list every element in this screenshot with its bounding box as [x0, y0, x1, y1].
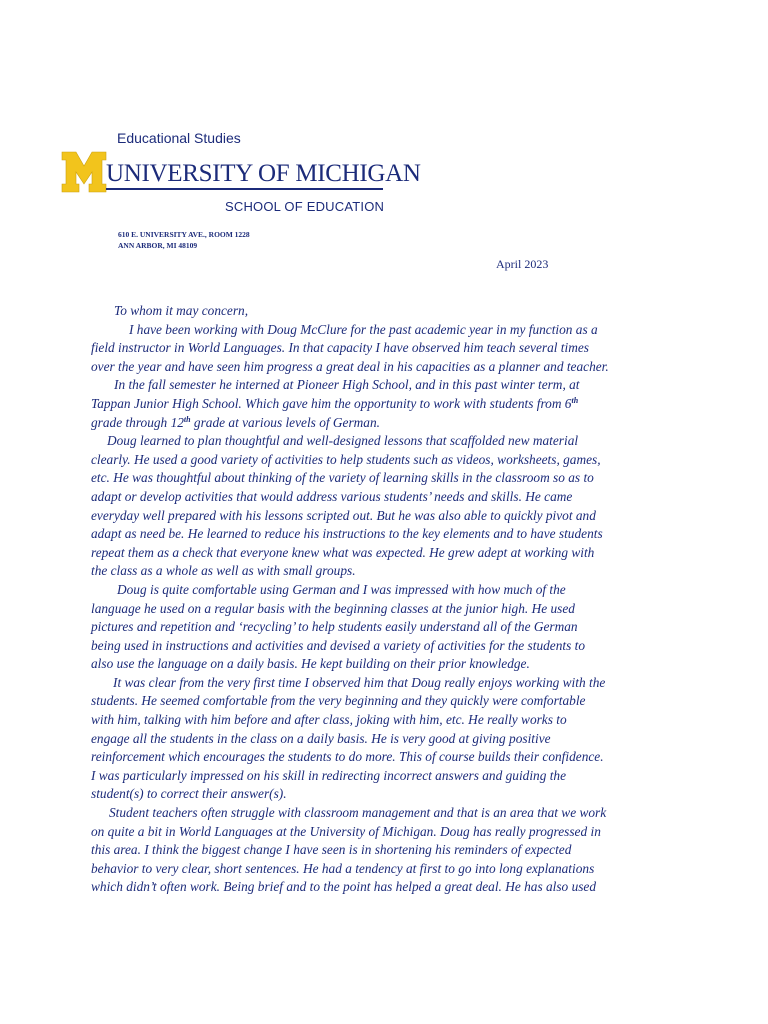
letter-line — [91, 321, 691, 340]
university-wordmark: UNIVERSITY OF MICHIGAN — [106, 160, 421, 187]
letter-line — [91, 525, 691, 544]
letter-line — [91, 600, 691, 619]
line-text: student(s) to correct their answer(s). — [91, 786, 287, 802]
letter-line — [91, 432, 691, 451]
line-text: adapt as need be. He learned to reduce his instructions to the key elements and to have students — [91, 526, 603, 542]
line-text: everyday well prepared with his lessons scripted out. But he was also able to quickly pivot and — [91, 507, 596, 523]
letter-line — [91, 730, 691, 749]
line-text: It was clear from the very first time I observed him that Doug really enjoys working with the — [113, 674, 606, 690]
line-text: behavior to very clear, short sentences. He had a tendency at first to go into long explanations — [91, 860, 595, 876]
line-text: etc. He was thoughtful about thinking of the variety of learning skills in the classroom so as to — [91, 470, 594, 486]
line-text: being used in instructions and activities and devised a variety of activities for the students to — [91, 637, 586, 653]
line-text: Doug learned to plan thoughtful and well-designed lessons that scaffolded new material — [107, 433, 579, 449]
letter-line — [91, 785, 691, 804]
line-text: reinforcement which encourages the students to do more. This of course builds their confidence. — [91, 749, 604, 765]
line-text: this area. I think the biggest change I have seen is in shortening his reminders of expected — [91, 842, 572, 858]
letter-line — [91, 767, 691, 786]
school-name: SCHOOL OF EDUCATION — [225, 199, 385, 214]
letter-line — [91, 692, 691, 711]
letter-body — [91, 302, 691, 897]
letter-line — [91, 358, 691, 377]
line-text: which didn’t often work. Being brief and to the point has helped a great deal. He has also used — [91, 879, 597, 895]
line-text: adapt or develop activities that would address various students’ needs and skills. He came — [91, 488, 573, 504]
letter-line — [91, 395, 691, 414]
address-line-1: 610 E. UNIVERSITY AVE., ROOM 1228 — [118, 230, 250, 239]
letter-line — [91, 674, 691, 693]
letter-line — [91, 414, 691, 433]
letter-line — [91, 507, 691, 526]
letter-line — [91, 860, 691, 879]
line-text-continued: grade at various levels of German. — [190, 414, 380, 430]
line-text: repeat them as a check that everyone knew what was expected. He grew adept at working with — [91, 544, 595, 560]
letter-date: April 2023 — [496, 257, 549, 271]
letter-line — [91, 376, 691, 395]
line-text: clearly. He used a good variety of activities to help students such as videos, worksheets, games, — [91, 451, 601, 467]
letter-line — [91, 841, 691, 860]
letter-line — [91, 544, 691, 563]
address-block — [118, 229, 250, 251]
ordinal-superscript: th — [183, 414, 191, 424]
letter-line — [91, 637, 691, 656]
line-text: students. He seemed comfortable from the very beginning and they quickly were comfortable — [91, 693, 586, 709]
line-text: Tappan Junior High School. Which gave him the opportunity to work with students from 6 — [91, 395, 572, 411]
letter-line — [91, 562, 691, 581]
line-text: I was particularly impressed on his skill in redirecting incorrect answers and guiding the — [91, 767, 567, 783]
university-logo — [60, 150, 421, 196]
letter-line — [91, 878, 691, 897]
line-text: To whom it may concern, — [114, 303, 249, 318]
line-text: also use the language on a daily basis. He kept building on their prior knowledge. — [91, 656, 530, 672]
ordinal-superscript: th — [571, 395, 579, 405]
line-text: I have been working with Doug McClure for the past academic year in my function as a — [129, 321, 598, 337]
letter-line — [91, 469, 691, 488]
line-text: language he used on a regular basis with the beginning classes at the junior high. He used — [91, 600, 575, 616]
line-text: Student teachers often struggle with classroom management and that is an area that we work — [109, 805, 607, 821]
letter-line — [91, 488, 691, 507]
letter-line — [91, 804, 691, 823]
line-text: on quite a bit in World Languages at the University of Michigan. Doug has really progressed in — [91, 823, 601, 839]
wordmark-rule — [106, 188, 383, 190]
letter-line — [91, 823, 691, 842]
letter-line — [91, 711, 691, 730]
line-text: pictures and repetition and ‘recycling’ to help students easily understand all of the German — [91, 619, 578, 635]
block-m-icon — [60, 150, 108, 194]
line-text: over the year and have seen him progress a great deal in his capacities as a planner and teacher. — [91, 358, 609, 374]
letter-line — [91, 302, 691, 321]
line-text: the class as a whole as well as with small groups. — [91, 563, 356, 579]
letter-line — [91, 451, 691, 470]
line-text: grade through 12 — [91, 414, 184, 430]
letter-line — [91, 655, 691, 674]
letter-line — [91, 581, 691, 600]
line-text: engage all the students in the class on a daily basis. He is very good at giving positive — [91, 730, 551, 746]
address-line-2: ANN ARBOR, MI 48109 — [118, 241, 198, 250]
line-text: with him, talking with him before and after class, joking with him, etc. He really works to — [91, 712, 567, 728]
department-name: Educational Studies — [117, 130, 241, 146]
line-text: Doug is quite comfortable using German and I was impressed with how much of the — [117, 581, 566, 597]
line-text: field instructor in World Languages. In that capacity I have observed him teach several times — [91, 340, 589, 356]
letter-line — [91, 618, 691, 637]
letter-line — [91, 748, 691, 767]
line-text: In the fall semester he interned at Pioneer High School, and in this past winter term, at — [114, 377, 580, 393]
letter-line — [91, 339, 691, 358]
